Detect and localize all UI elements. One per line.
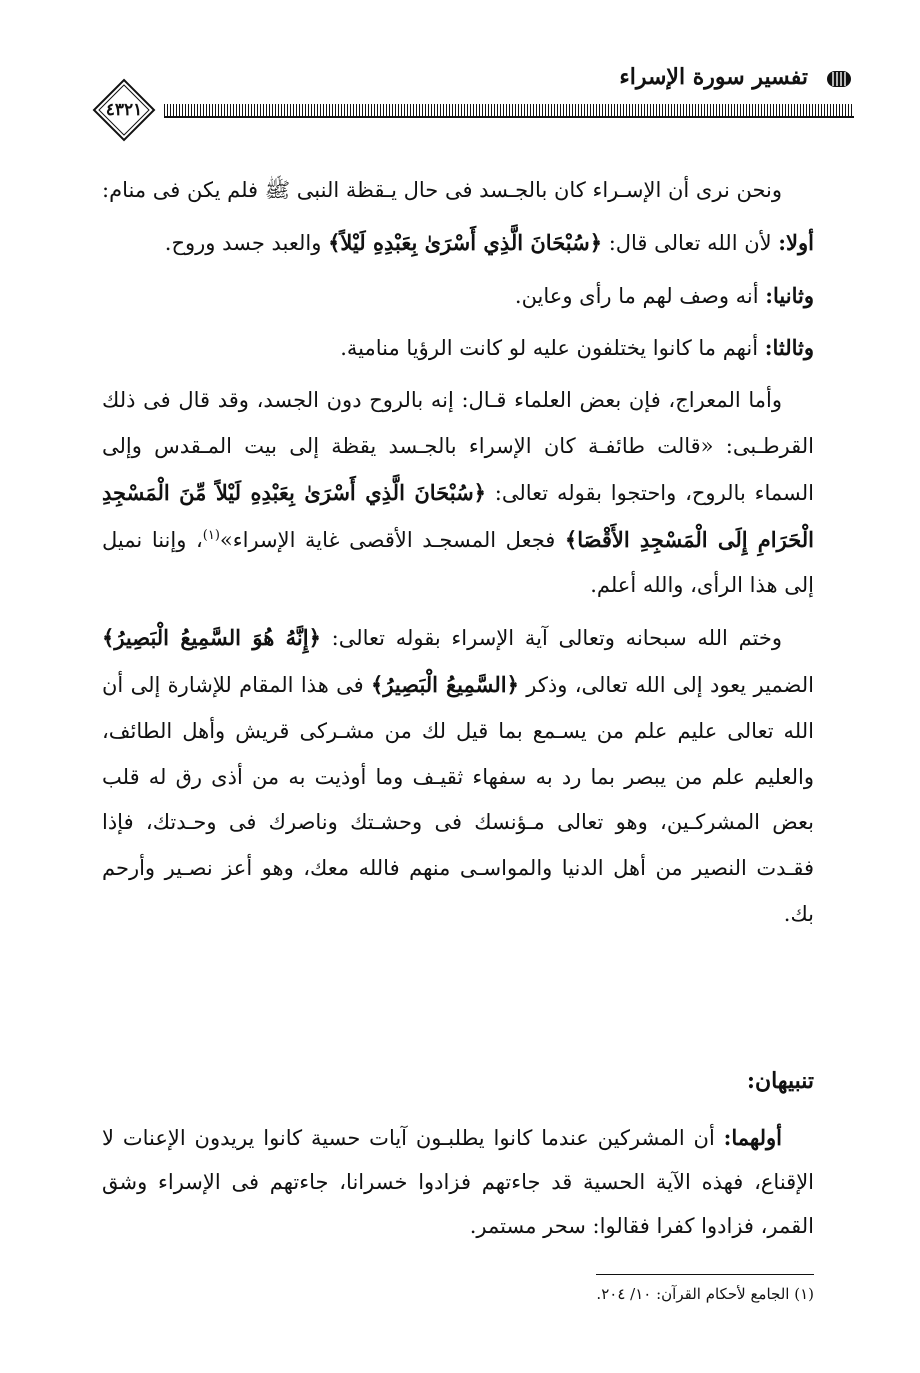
footnote: (١) الجامع لأحكام القرآن: ١٠/ ٢٠٤.	[596, 1285, 814, 1303]
ornate-bracket: ﴿	[308, 625, 321, 651]
ornate-bracket: ﴾	[328, 229, 341, 255]
quran-verse: إِنَّهُ هُوَ السَّمِيعُ الْبَصِيرُ	[114, 625, 309, 651]
paragraph	[102, 168, 814, 214]
ornate-bracket: ﴿	[506, 671, 519, 697]
paragraph	[102, 273, 814, 320]
ornate-bracket: ﴾	[371, 671, 384, 697]
ornate-bracket: ﴿	[589, 229, 603, 255]
header-rule-line	[164, 116, 854, 118]
header-rule	[164, 104, 854, 116]
text-run: أنه وصف لهم ما رأى وعاين.	[514, 283, 766, 308]
text-run: ، وإننا نميل إلى هذا الرأى، والله أعلم.	[102, 527, 814, 598]
paragraph-label: وثالثا:	[764, 335, 814, 361]
main-text	[102, 168, 814, 938]
text-run: وختم الله سبحانه وتعالى آية الإسراء بقوله تعالى:	[320, 626, 783, 651]
ornate-bracket: ﴾	[564, 526, 578, 552]
text-run: فجعل المسجـد الأقصى غاية الإسراء»	[219, 527, 565, 552]
ornate-bracket: ﴿	[473, 479, 486, 505]
page-number-diamond	[92, 78, 156, 142]
quran-verse: سُبْحَانَ الَّذِي أَسْرَىٰ بِعَبْدِهِ لَيْلاً	[340, 229, 590, 255]
text-run: أن المشركين عندما كانوا يطلبـون آيات حسية كانوا يريدون الإعنات لا الإقناع، فهذه الآية الحسية قد جاءتهم فزادوا خسرانا، جاءتهم فى الإسراء وشق القمر، فزادوا كفرا فقالوا: سحر مستمر.	[102, 1126, 814, 1238]
paragraph-label: وثانيا:	[765, 282, 814, 308]
flower-ornament-icon	[824, 68, 854, 90]
text-run: والعبد جسد وروح.	[164, 230, 329, 255]
text-run: الضمير يعود إلى الله تعالى، وذكر	[518, 672, 815, 697]
quran-verse: السَّمِيعُ الْبَصِيرُ	[383, 671, 507, 697]
running-title: تفسير سورة الإسراء	[619, 64, 808, 90]
paragraph	[102, 1116, 814, 1248]
text-run: لأن الله تعالى قال:	[602, 230, 779, 255]
ornate-bracket: ﴾	[102, 625, 115, 651]
paragraph	[102, 325, 814, 372]
paragraph	[102, 378, 814, 609]
footnote-rule	[596, 1274, 814, 1275]
footnote-ref: (١)	[202, 527, 220, 543]
paragraph	[102, 615, 814, 938]
section-heading: تنبيهان:	[746, 1068, 814, 1094]
text-run: وأما المعراج، فإن بعض العلماء قـال: إنه بالروح دون الجسد، وقد قال فى ذلك القرطـبى: «قالت طائفـة كان الإسراء بالجـسد يقظة إلى بيت المـقدس وإلى السماء بالروح، واحتجوا بقوله تعالى:	[102, 388, 814, 505]
text-run: فى هذا المقام للإشارة إلى أن الله تعالى عليم علم من يسـمع بما قيل لك من مشـركى قريش وأهل الطائف، والعليم علم من يبصر بما رد به سفهاء ثقيـف وما أوذيت به من أذى رق له قلب بعض المشركـين، وهو تعالى مـؤنسك فى وحشـتك وناصرك فى وحـدتك، فإذا فقـدت النصير من أهل الدنيا والمواسـى منهم فالله معك، وهو أعز نصـير وأرحم بك.	[102, 672, 814, 926]
paragraph-label: أولا:	[778, 229, 814, 255]
paragraph	[102, 220, 814, 267]
page-number: ٤٣٢١	[105, 100, 143, 120]
text-run: أنهم ما كانوا يختلفون عليه لو كانت الرؤيا منامية.	[340, 336, 765, 361]
page-header	[88, 60, 858, 160]
text-run: ونحن نرى أن الإسـراء كان بالجـسد فى حال يـقظة النبى ﷺ فلم يكن فى منام:	[102, 178, 782, 202]
quran-verse: سُبْحَانَ الَّذِي أَسْرَىٰ بِعَبْدِهِ لَيْلاً مِّنَ الْمَسْجِدِ الْحَرَامِ إِلَى الْمَسْجِدِ الأَقْصَا	[102, 479, 814, 552]
section-text	[102, 1116, 814, 1248]
paragraph-label: أولهما:	[723, 1125, 782, 1150]
